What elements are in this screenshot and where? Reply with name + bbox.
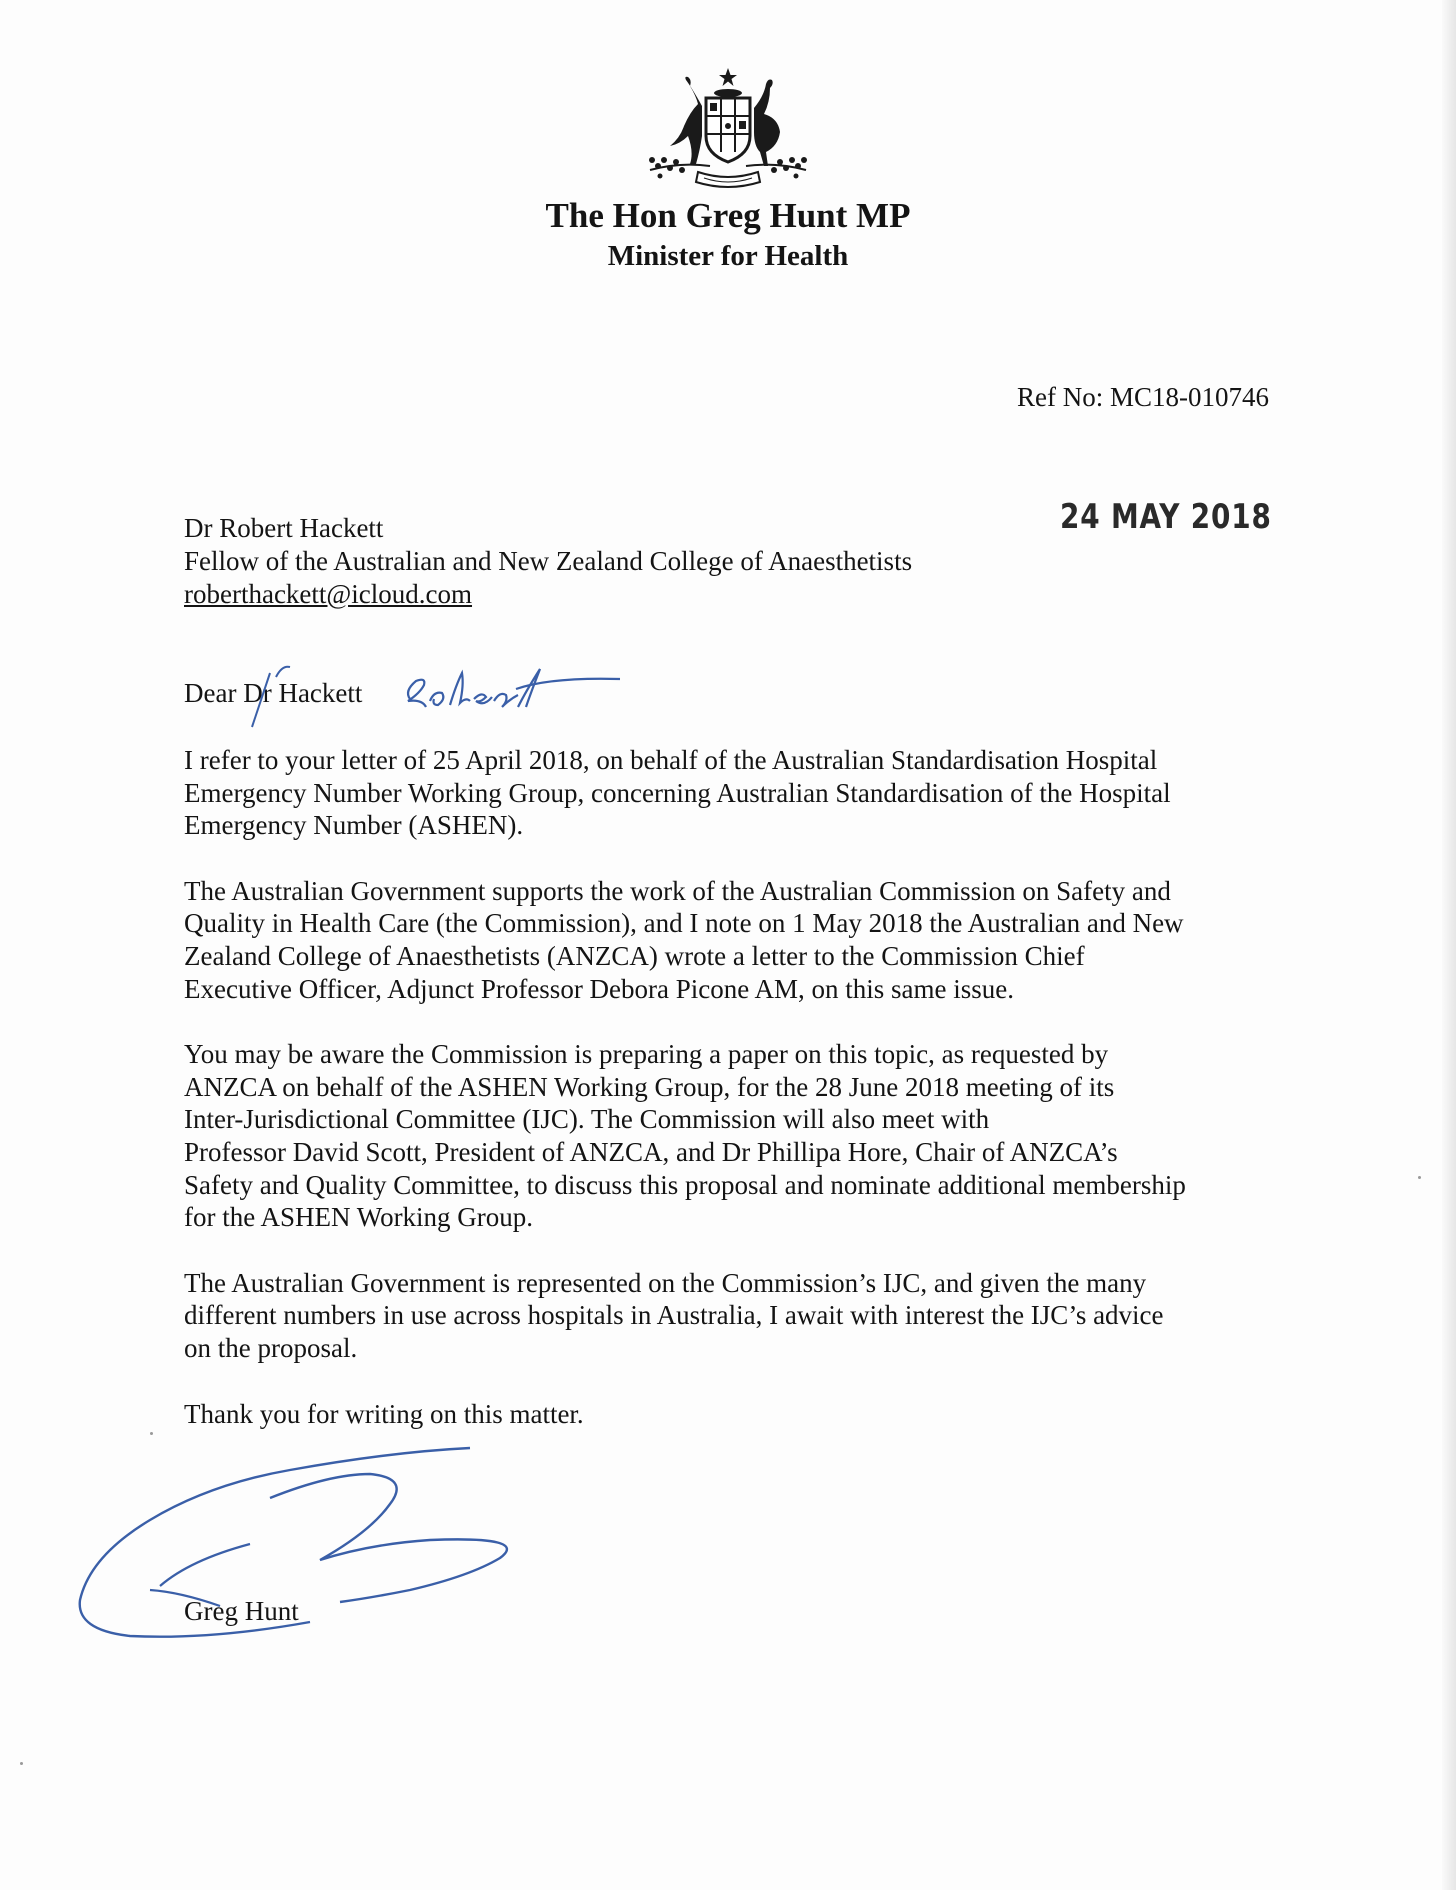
recipient-block <box>184 512 912 611</box>
minister-name: The Hon Greg Hunt MP <box>545 196 911 235</box>
scan-edge-shadow <box>1442 0 1456 1890</box>
scan-speck <box>150 1432 153 1435</box>
paragraph-3: You may be aware the Commission is preparing a paper on this topic, as requested by ANZCA on behalf of the ASHEN Working Group, for the 28 June 2018 meeting of its Inter-Jurisdictional Committee (IJC). The Commission will also meet with Professor David Scott, President of ANZCA, and Dr Phillipa Hore, Chair of ANZCA’s Safety and Quality Committee, to discuss this proposal and nominate additional membership for the ASHEN Working Group. <box>184 1039 1186 1233</box>
date-stamp: 24 MAY 2018 <box>1060 497 1272 537</box>
minister-title: Minister for Health <box>607 240 849 272</box>
scan-speck <box>1418 1176 1421 1179</box>
paragraph-4: The Australian Government is represented on the Commission’s IJC, and given the many different numbers in use across hospitals in Australia, I await with interest the IJC’s advice on the proposal. <box>184 1267 1164 1363</box>
paragraph-5: Thank you for writing on this matter. <box>184 1398 584 1429</box>
signoff-name: Greg Hunt <box>184 1596 299 1626</box>
scan-speck <box>20 1762 23 1765</box>
paragraph-1: I refer to your letter of 25 April 2018, on behalf of the Australian Standardisation Hospital Emergency Number Working Group, concerning Australian Standardisation of the Hospital Emergency Number (ASHEN). <box>184 745 1171 841</box>
letter-body <box>184 744 1284 1463</box>
reference-number: Ref No: MC18-010746 <box>1017 382 1269 412</box>
coat-of-arms-icon <box>640 66 816 198</box>
salutation: Dear Dr Hackett <box>184 678 363 708</box>
recipient-email[interactable]: roberthackett@icloud.com <box>184 579 473 609</box>
recipient-position: Fellow of the Australian and New Zealand College of Anaesthetists <box>184 546 913 576</box>
recipient-name: Dr Robert Hackett <box>184 513 384 543</box>
paragraph-2: The Australian Government supports the work of the Australian Commission on Safety and Quality in Health Care (the Commission), and I note on 1 May 2018 the Australian and New Zealand College of Anaesthetists (ANZCA) wrote a letter to the Commission Chief Executive Officer, Adjunct Professor Debora Picone AM, on this same issue. <box>184 875 1184 1004</box>
handwritten-salutation-icon <box>230 655 640 745</box>
signature-icon <box>70 1440 550 1650</box>
